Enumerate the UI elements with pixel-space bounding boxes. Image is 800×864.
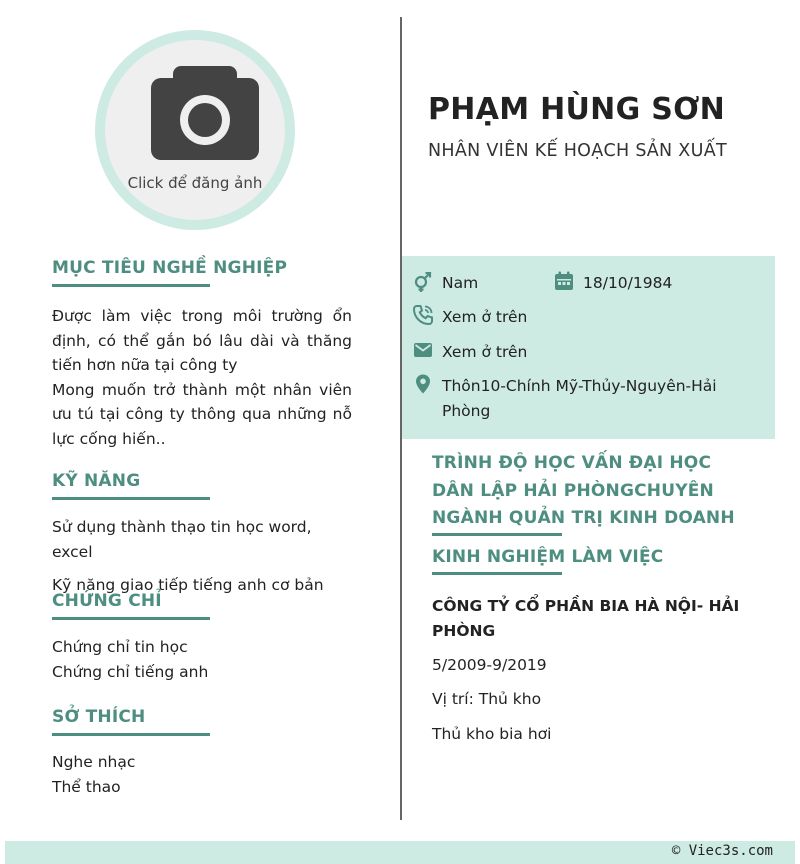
email-value: Xem ở trên <box>442 343 528 361</box>
certificate-item: Chứng chỉ tin học <box>52 638 188 656</box>
work-position: Vị trí: Thủ kho <box>432 690 542 708</box>
calendar-icon <box>554 271 574 291</box>
phone-value: Xem ở trên <box>442 308 528 326</box>
objective-paragraph-1: Được làm việc trong môi trường ổn định, có thể gắn bó lâu dài và thăng tiến hơn nữa tại công ty <box>52 307 352 374</box>
gender-value: Nam <box>442 274 479 292</box>
job-title: NHÂN VIÊN KẾ HOẠCH SẢN XUẤT <box>428 141 727 161</box>
objective-title: MỤC TIÊU NGHỀ NGHIỆP <box>52 258 210 287</box>
education-underline <box>432 533 562 536</box>
experience-section <box>432 544 752 746</box>
skill-item: Kỹ năng giao tiếp tiếng anh cơ bản <box>52 576 324 594</box>
certificate-item: Chứng chỉ tiếng anh <box>52 662 209 681</box>
photo-upload[interactable] <box>95 30 295 230</box>
footer-credit: © Viec3s.com <box>671 843 773 859</box>
hobbies-section <box>52 707 352 799</box>
phone-icon <box>413 305 433 325</box>
experience-title: KINH NGHIỆM LÀM VIỆC <box>432 547 664 567</box>
skills-section <box>52 471 352 598</box>
location-icon <box>413 374 433 394</box>
skill-item: Sử dụng thành thạo tin học word, excel <box>52 518 312 561</box>
skills-title: KỸ NĂNG <box>52 471 210 500</box>
photo-caption: Click để đăng ảnh <box>127 174 263 192</box>
objective-paragraph-2: Mong muốn trở thành một nhân viên ưu tú tại công ty thông qua những nỗ lực cống hiến.. <box>52 380 352 448</box>
company-name: CÔNG TỶ CỔ PHẦN BIA HÀ NỘI- HẢI PHÒNG <box>432 596 740 640</box>
objective-section <box>52 258 352 451</box>
work-period: 5/2009-9/2019 <box>432 655 547 674</box>
birthdate-value: 18/10/1984 <box>583 274 673 292</box>
experience-underline <box>432 572 562 575</box>
candidate-name: PHẠM HÙNG SƠN <box>428 92 726 127</box>
gender-icon <box>413 272 433 292</box>
hobby-item: Thể thao <box>52 777 121 796</box>
camera-icon <box>151 66 259 160</box>
hobby-item: Nghe nhạc <box>52 753 136 771</box>
contact-panel <box>402 256 775 439</box>
address-value: Thôn10-Chính Mỹ-Thủy-Nguyên-Hải Phòng <box>442 377 717 420</box>
work-description: Thủ kho bia hơi <box>432 724 552 743</box>
certificates-title: CHỨNG CHỈ <box>52 591 210 620</box>
email-icon <box>413 340 433 360</box>
education-title: TRÌNH ĐỘ HỌC VẤN ĐẠI HỌC DÂN LẬP HẢI PHÒNGCHUYÊN NGÀNH QUẢN TRỊ KINH DOANH <box>432 453 735 528</box>
footer-bar <box>5 841 795 864</box>
certificates-section <box>52 591 352 684</box>
education-section <box>432 450 752 536</box>
photo-placeholder[interactable] <box>105 40 285 220</box>
hobbies-title: SỞ THÍCH <box>52 707 210 736</box>
